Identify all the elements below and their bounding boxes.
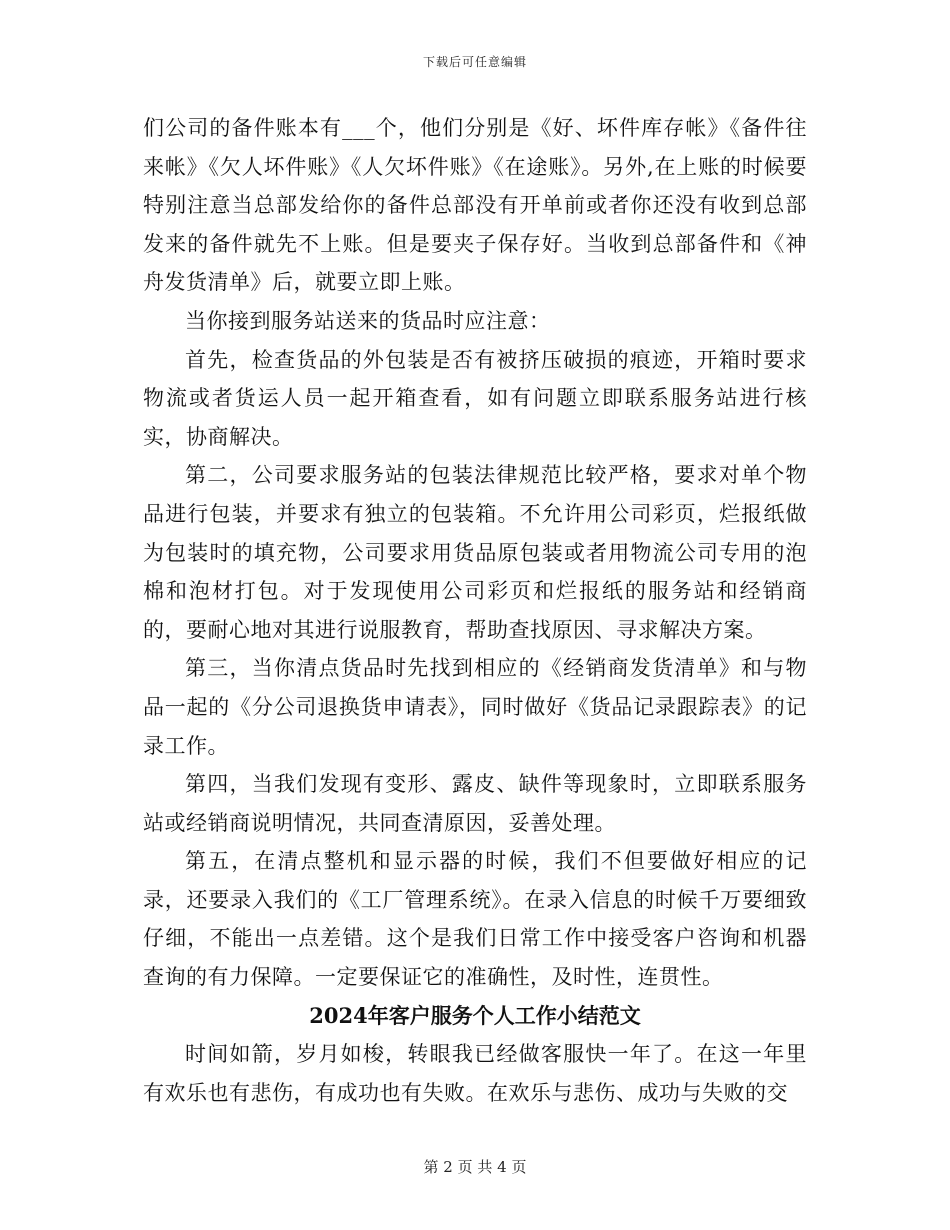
paragraph-fifth: 第五，在清点整机和显示器的时候，我们不但要做好相应的记录，还要录入我们的《工厂管理系统》。在录入信息的时候千万要细致仔细，不能出一点差错。这个是我们日常工作中接受客户咨询和机器查询的有力保障。一定要保证它的准确性，及时性，连贯性。 xyxy=(143,849,807,990)
paragraph-ledgers: 们公司的备件账本有___个，他们分别是《好、坏件库存帐》《备件往来帐》《欠人坏件账》《人欠坏件账》《在途账》。另外,在上账的时候要特别注意当总部发给你的备件总部没有开单前或者你还没有收到总部发来的备件就先不上账。但是要夹子保存好。当收到总部备件和《神舟发货清单》后，就要立即上账。 xyxy=(143,116,807,295)
paragraph-receiving-notice: 当你接到服务站送来的货品时应注意： xyxy=(185,308,551,333)
page-header: 下载后可任意编辑 xyxy=(422,55,527,69)
paragraph-summary-intro: 时间如箭，岁月如梭，转眼我已经做客服快一年了。在这一年里有欢乐也有悲伤，有成功也有失败。在欢乐与悲伤、成功与失败的交 xyxy=(143,1042,807,1105)
paragraph-fourth: 第四，当我们发现有变形、露皮、缺件等现象时，立即联系服务站或经销商说明情况，共同查清原因，妥善处理。 xyxy=(143,772,807,835)
paragraph-first: 首先，检查货品的外包装是否有被挤压破损的痕迹，开箱时要求物流或者货运人员一起开箱查看，如有问题立即联系服务站进行核实，协商解决。 xyxy=(143,347,807,449)
page-number: 第 2 页 共 4 页 xyxy=(423,1158,527,1176)
paragraph-second: 第二，公司要求服务站的包装法律规范比较严格，要求对单个物品进行包装，并要求有独立的包装箱。不允许用公司彩页，烂报纸做为包装时的填充物，公司要求用货品原包装或者用物流公司专用的泡棉和泡材打包。对于发现使用公司彩页和烂报纸的服务站和经销商的，要耐心地对其进行说服教育，帮助查找原因、寻求解决方案。 xyxy=(143,463,807,642)
section-title: 2024年客户服务个人工作小结范文 xyxy=(309,1002,641,1028)
document-body xyxy=(143,109,807,1112)
paragraph-third: 第三，当你清点货品时先找到相应的《经销商发货清单》和与物品一起的《分公司退换货申请表》，同时做好《货品记录跟踪表》的记录工作。 xyxy=(143,656,807,758)
